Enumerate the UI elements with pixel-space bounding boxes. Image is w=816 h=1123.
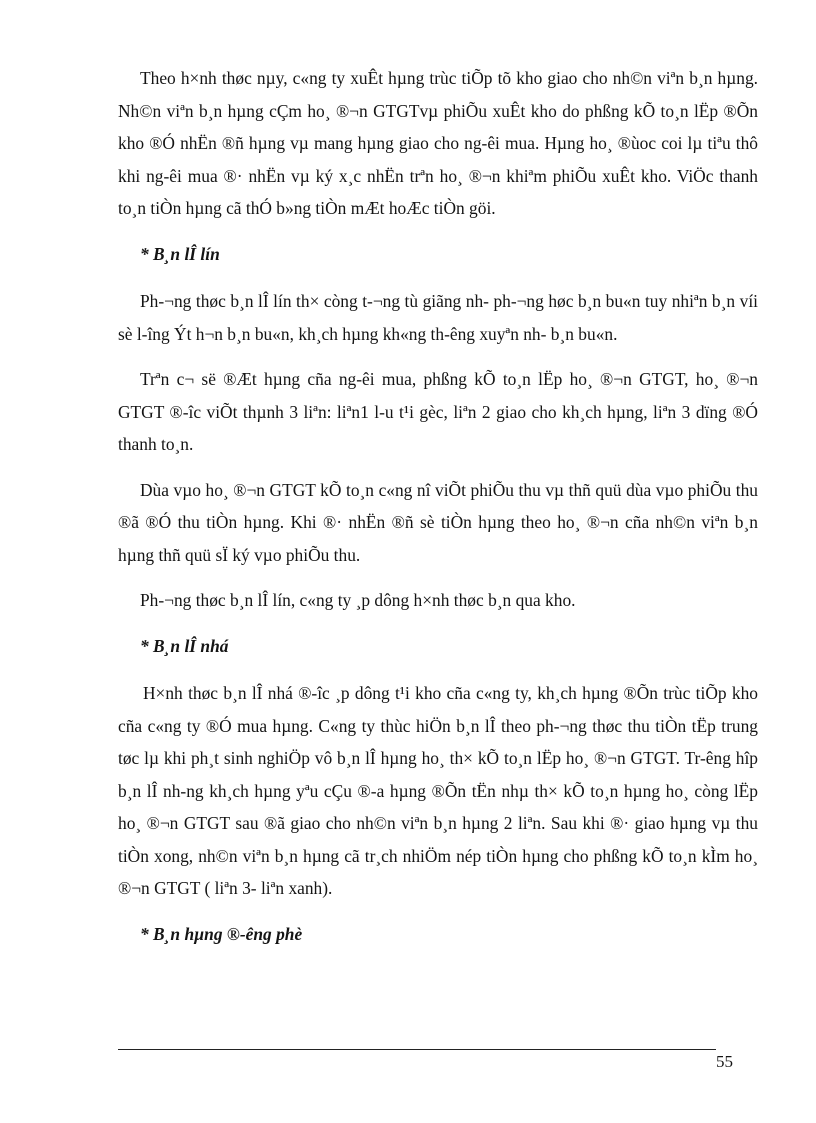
paragraph-vat-invoice: Trªn c¬ së ®Æt hµng cña ng-êi mua, phßng kÕ to¸n lËp ho¸ ®¬n GTGT, ho¸ ®¬n GTGT ®-îc viÕt thµnh 3 liªn: liªn1 l-u t¹i gèc, liªn 2 giao cho kh¸ch hµng, liªn 3 dïng ®Ó thanh to¸n. (118, 369, 758, 454)
footer-divider (118, 1049, 716, 1050)
page-body (118, 62, 758, 965)
heading-small-retail: * B¸n lÎ nhá (140, 635, 229, 656)
paragraph-receipt: Dùa vµo ho¸ ®¬n GTGT kÕ to¸n c«ng nî viÕt phiÕu thu vµ thñ quü dùa vµo phiÕu thu ®ã ®Ó thu tiÒn hµng. Khi ®· nhËn ®ñ sè tiÒn hµng theo ho¸ ®¬n cña nh©n viªn b¸n hµng thñ quü sÏ ký vµo phiÕu thu. (118, 479, 758, 565)
paragraph-delivery-method: Theo h×nh thøc nµy, c«ng ty xuÊt hµng trùc tiÕp tõ kho giao cho nh©n viªn b¸n hµng. Nh©n viªn b¸n hµng cÇm ho¸ ®¬n GTGTvµ phiÕu xuÊt kho do phßng kÕ to¸n lËp ®Õn kho ®Ó nhËn ®ñ hµng vµ mang hµng giao cho ng-êi mua. Hµng ho¸ ®ùoc coi lµ tiªu thô khi ng-êi mua ®· nhËn vµ ký x¸c nhËn trªn ho¸ ®¬n khiªm phiÕu xuÊt kho. ViÖc thanh to¸n tiÒn hµng cã thÓ b»ng tiÒn mÆt hoÆc tiÒn göi. (118, 68, 758, 218)
paragraph-large-retail-method: Ph-¬ng thøc b¸n lÎ lín th× còng t-¬ng tù giãng nh- ph-¬ng høc b¸n bu«n tuy nhiªn b¸n víi sè l-îng Ýt h¬n b¸n bu«n, kh¸ch hµng kh«ng th-êng xuyªn nh- b¸n bu«n. (118, 291, 758, 344)
heading-large-retail: * B¸n lÎ lín (140, 243, 220, 264)
page-number: 55 (716, 1052, 733, 1071)
paragraph-warehouse-sales: Ph-¬ng thøc b¸n lÎ lín, c«ng ty ¸p dông h×nh thøc b¸n qua kho. (140, 590, 576, 610)
heading-street-sales: * B¸n hµng ®-êng phè (140, 923, 303, 944)
paragraph-small-retail-method: H×nh thøc b¸n lÎ nhá ®-îc ¸p dông t¹i kho cña c«ng ty, kh¸ch hµng ®Õn trùc tiÕp kho cña c«ng ty ®Ó mua hµng. C«ng ty thùc hiÖn b¸n lÎ theo ph-¬ng thøc thu tiÒn tËp trung tøc lµ khi ph¸t sinh nghiÖp vô b¸n lÎ hµng ho¸ th× kÕ to¸n lËp ho¸ ®¬n GTGT. Tr-êng hîp b¸n lÎ nh-ng kh¸ch hµng yªu cÇu ®-a hµng ®Õn tËn nhµ th× kÕ to¸n hµng ho¸ còng lËp ho¸ ®¬n GTGT sau ®ã giao cho nh©n viªn b¸n hµng 2 liªn. Sau khi ®· giao hµng vµ thu tiÒn xong, nh©n viªn b¸n hµng cã tr¸ch nhiÖm nép tiÒn hµng cho phßng kÕ to¸n kÌm ho¸ ®¬n GTGT ( liªn 3- liªn xanh). (118, 683, 758, 898)
